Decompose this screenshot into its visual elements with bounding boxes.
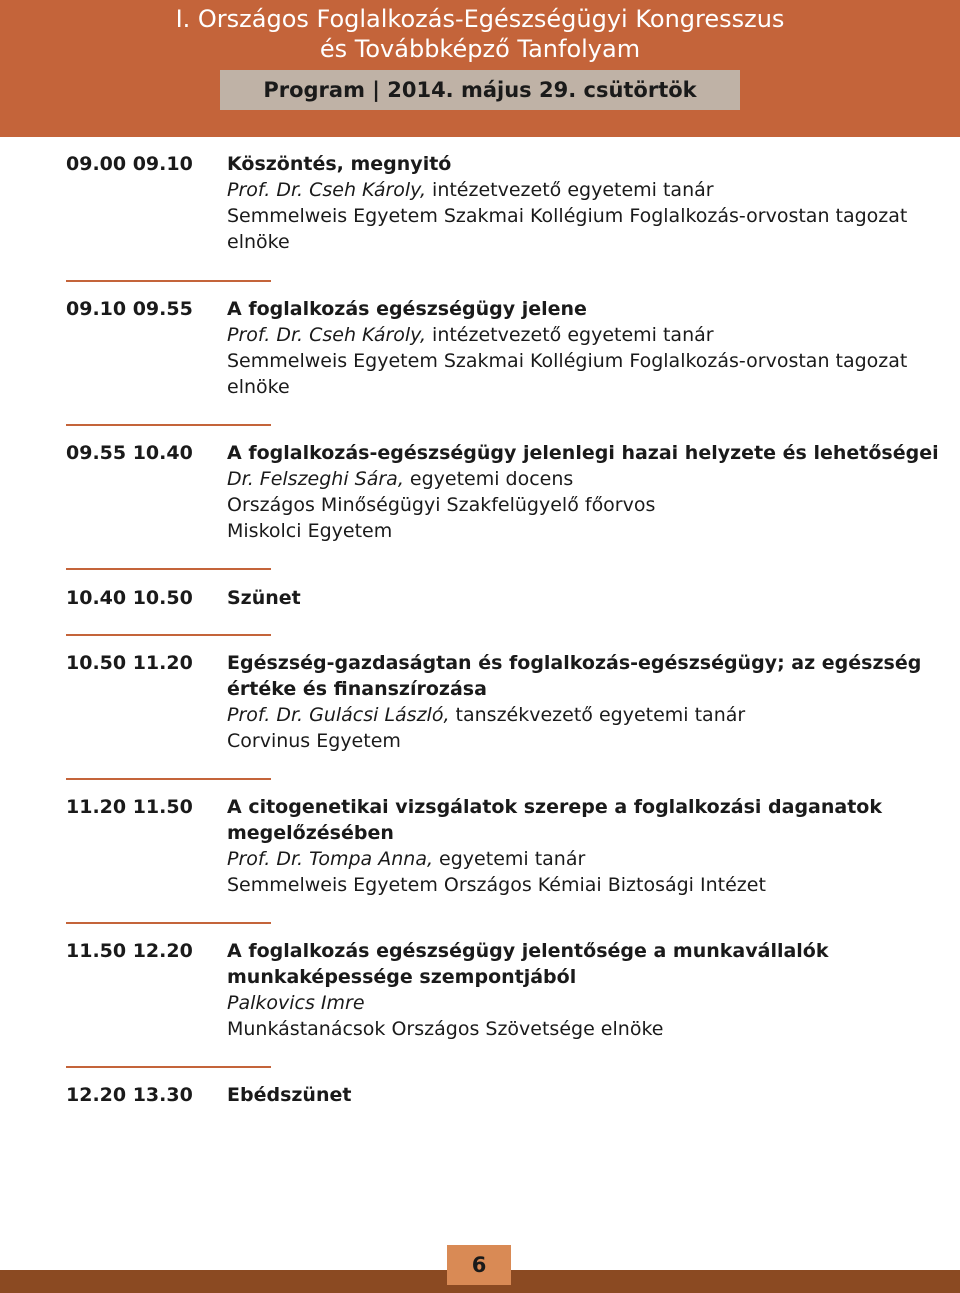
speaker-role: tanszékvezető egyetemi tanár [449, 704, 746, 726]
separator-line [66, 424, 271, 426]
entry-time: 11.20 11.50 [66, 796, 193, 818]
entry-title: értéke és finanszírozása [227, 678, 487, 700]
entry-affiliation: elnöke [227, 376, 290, 398]
speaker-role: intézetvezető egyetemi tanár [426, 179, 714, 201]
entry-speaker [227, 990, 927, 1016]
entry-content [227, 794, 927, 898]
entry-speaker [227, 702, 927, 728]
entry-title: A citogenetikai vizsgálatok szerepe a foglalkozási daganatok [227, 796, 882, 818]
entry-time: 11.50 12.20 [66, 940, 193, 962]
congress-subtitle: és Továbbképző Tanfolyam [319, 35, 641, 63]
entry-content [227, 1082, 927, 1108]
entry-title: A foglalkozás-egészségügy jelenlegi hazai helyzete és lehetőségei [227, 442, 939, 464]
speaker-name: Prof. Dr. Cseh Károly, [227, 324, 426, 346]
program-date-band: Program | 2014. május 29. csütörtök [220, 70, 740, 110]
entry-affiliation: Corvinus Egyetem [227, 730, 401, 752]
entry-affiliation: Munkástanácsok Országos Szövetsége elnöke [227, 1018, 664, 1040]
page-number: 6 [447, 1245, 511, 1285]
entry-content [227, 151, 927, 255]
entry-content [227, 938, 927, 1042]
entry-content [227, 296, 927, 400]
entry-content [227, 585, 927, 611]
separator-line [66, 634, 271, 636]
speaker-role: egyetemi tanár [433, 848, 586, 870]
entry-title: A foglalkozás egészségügy jelene [227, 298, 587, 320]
speaker-name: Dr. Felszeghi Sára, [227, 468, 404, 490]
entry-time: 09.55 10.40 [66, 442, 193, 464]
entry-title: Köszöntés, megnyitó [227, 153, 452, 175]
entry-speaker [227, 322, 927, 348]
separator-line [66, 280, 271, 282]
entry-time: 09.00 09.10 [66, 153, 193, 175]
entry-time: 12.20 13.30 [66, 1084, 193, 1106]
entry-title: Ebédszünet [227, 1084, 352, 1106]
speaker-name: Prof. Dr. Cseh Károly, [227, 179, 426, 201]
entry-speaker [227, 846, 927, 872]
entry-title: Egészség-gazdaságtan és foglalkozás-egészségügy; az egészség [227, 652, 922, 674]
separator-line [66, 778, 271, 780]
entry-time: 09.10 09.55 [66, 298, 193, 320]
header-banner [0, 0, 960, 137]
entry-affiliation: Semmelweis Egyetem Országos Kémiai Biztosági Intézet [227, 874, 766, 896]
speaker-name: Prof. Dr. Tompa Anna, [227, 848, 434, 870]
entry-affiliation: elnöke [227, 231, 290, 253]
separator-line [66, 1066, 271, 1068]
entry-time: 10.50 11.20 [66, 652, 193, 674]
entry-content [227, 440, 939, 544]
entry-affiliation: Miskolci Egyetem [227, 520, 393, 542]
entry-content [227, 650, 927, 754]
speaker-name: Prof. Dr. Gulácsi László, [227, 704, 450, 726]
speaker-role: intézetvezető egyetemi tanár [426, 324, 714, 346]
entry-title: munkaképessége szempontjából [227, 966, 577, 988]
congress-title: I. Országos Foglalkozás-Egészségügyi Kongresszus [175, 5, 785, 33]
speaker-role: egyetemi docens [403, 468, 574, 490]
entry-speaker [227, 177, 927, 203]
entry-title: A foglalkozás egészségügy jelentősége a munkavállalók [227, 940, 829, 962]
entry-speaker [227, 466, 927, 492]
entry-time: 10.40 10.50 [66, 587, 193, 609]
separator-line [66, 568, 271, 570]
entry-affiliation: Semmelweis Egyetem Szakmai Kollégium Foglalkozás-orvostan tagozat [227, 205, 908, 227]
entry-affiliation: Országos Minőségügyi Szakfelügyelő főorvos [227, 494, 656, 516]
entry-affiliation: Semmelweis Egyetem Szakmai Kollégium Foglalkozás-orvostan tagozat [227, 350, 908, 372]
speaker-name: Palkovics Imre [227, 992, 365, 1014]
entry-title: Szünet [227, 587, 301, 609]
entry-title: megelőzésében [227, 822, 394, 844]
separator-line [66, 922, 271, 924]
